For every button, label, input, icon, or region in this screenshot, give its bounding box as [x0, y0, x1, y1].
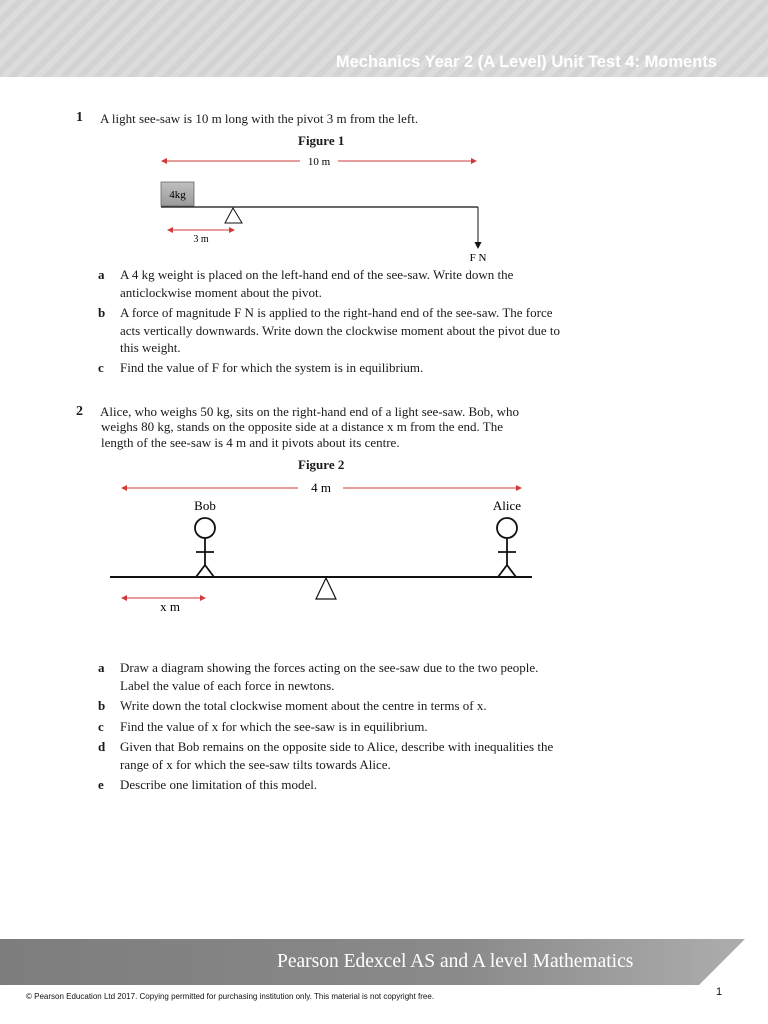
question-2-part-e: e Describe one limitation of this model.: [98, 777, 318, 792]
figure-2-title: Figure 2: [298, 457, 345, 472]
page-header-title: Mechanics Year 2 (A Level) Unit Test 4: Moments: [335, 53, 717, 71]
footer-title: Pearson Edexcel AS and A level Mathematics: [277, 951, 634, 972]
fig2-distance-label: x m: [160, 599, 180, 614]
fig2-pivot-triangle: [316, 578, 336, 599]
fig1-force-label: F N: [469, 252, 487, 264]
question-2-number: 2: [76, 404, 83, 419]
figure-1-title: Figure 1: [298, 133, 345, 148]
question-2-part-d: d Given that Bob remains on the opposite side to Alice, describe with inequalities the range of x for which the see-saw tilts towards Alice.: [98, 739, 554, 772]
question-1-part-b: b A force of magnitude F N is applied to the right-hand end of the see-saw. The force acts vertically downwards. Write down the clockwise moment about the pivot due to this weight.: [98, 305, 561, 355]
question-1-stem: A light see-saw is 10 m long with the pivot 3 m from the left.: [100, 111, 419, 126]
question-2-part-a: a Draw a diagram showing the forces acting on the see-saw due to the two people. Label the value of each force in newtons.: [98, 660, 539, 693]
question-2-part-b: b Write down the total clockwise moment about the centre in terms of x.: [98, 698, 487, 713]
question-2-stem-line-3: length of the see-saw is 4 m and it pivots about its centre.: [101, 435, 400, 450]
fig2-alice-label: Alice: [492, 498, 522, 513]
fig2-bob-figure: [195, 518, 215, 577]
question-2-part-c: c Find the value of x for which the see-saw is in equilibrium.: [98, 719, 428, 734]
page-number: 1: [716, 986, 723, 998]
fig2-bob-label: Bob: [194, 498, 216, 513]
fig1-weight-label: 4kg: [169, 189, 186, 201]
fig2-alice-figure: [497, 518, 517, 577]
fig2-length-label: 4 m: [311, 480, 331, 495]
question-1-part-a: a A 4 kg weight is placed on the left-hand end of the see-saw. Write down the anticlockwise moment about the pivot.: [98, 267, 514, 300]
question-2-stem-line-1: Alice, who weighs 50 kg, sits on the right-hand end of a light see-saw. Bob, who: [100, 404, 520, 419]
fig1-length-label: 10 m: [307, 156, 331, 168]
fig1-pivot-label: 3 m: [193, 234, 209, 245]
question-2-stem-line-2: weighs 80 kg, stands on the opposite side at a distance x m from the end. The: [101, 419, 503, 434]
copyright-notice: © Pearson Education Ltd 2017. Copying permitted for purchasing institution only. This material is not copyright free.: [26, 992, 435, 1001]
question-1-number: 1: [76, 110, 83, 125]
question-1-part-c: c Find the value of F for which the system is in equilibrium.: [98, 360, 424, 375]
